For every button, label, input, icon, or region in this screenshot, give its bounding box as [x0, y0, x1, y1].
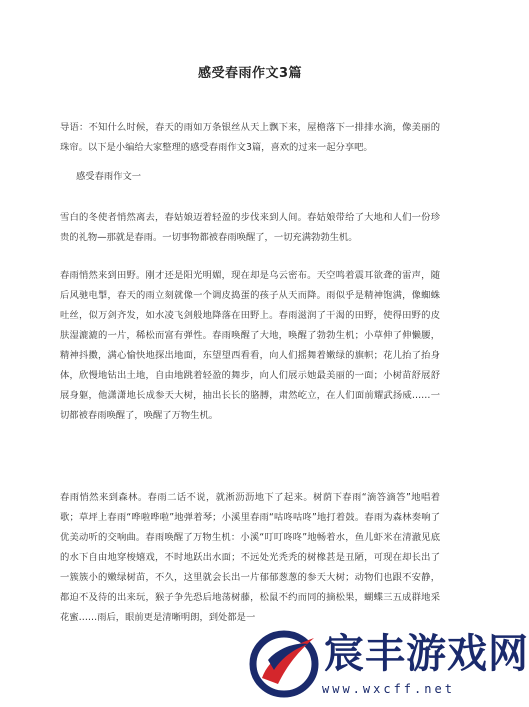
body-paragraph-2: 春雨悄然来到田野。刚才还是阳光明媚，现在却是乌云密布。天空鸣着震耳欲聋的雷声，随后风驰电掣，春天的雨立刻就像一个调皮捣蛋的孩子从天而降。雨似乎是精神饱满，像蜘蛛吐丝，似万剑齐发，如水凌飞剑般地降落在田野上。春雨滋润了干渴的田野，使得田野的皮肤湿漉漉的一片，稀松而富有弹性。春雨唤醒了大地，唤醒了勃勃生机；小草伸了伸懒腰，精神抖擞，满心愉快地探出地面，东望望西看看，向人们摇舞着嫩绿的旗帜；花儿抬了抬身体，欣慢地钻出土地，自由地跳着轻盈的舞步，向人们展示她最美丽的一面；小树苗舒展舒展身躯，他潇潇地长成参天大树，抽出长长的胳膊，肃然屹立，在人们面前耀武扬威……一切都被春雨唤醒了，唤醒了万物生机。: [60, 270, 440, 421]
watermark-emblem-icon: [248, 620, 324, 707]
body-paragraph-1: 雪白的冬使者悄然离去，春姑娘迈着轻盈的步伐来到人间。春姑娘带给了大地和人们一份珍贵的礼物—那就是春雨。一切事物都被春雨唤醒了，一切充满勃勃生机。: [60, 212, 440, 243]
body-paragraph-3: 春雨悄然来到森林。春雨二话不说，就淅沥沥地下了起来。树荫下春雨“滴答滴答”地唱着歌；草坪上春雨“哗啦哗啦”地弹着琴；小溪里春雨“咕咚咕咚”地打着鼓。春雨为森林奏响了优美动听的交响曲。春雨唤醒了万物生机：小溪“叮叮咚咚”地畅着水，鱼儿虾米在清澈见底的水下自由地穿梭嬉戏，不时地跃出水面；不远处光秃秃的树橡甚是丑陋，可现在却长出了一簇簇小的嫩绿树苗，不久，这里就会长出一片郁郁葱葱的参天大树；动物们也跟不安静，都迫不及待的出来玩，猴子争先恐后地荡树藤，松鼠不约而同的摘松果，蝴蝶三五成群地采花蜜……雨后，眼前更是清晰明朗，到处都是一: [60, 492, 440, 623]
site-watermark: [248, 620, 529, 707]
section-heading: 感受春雨作文一: [76, 171, 142, 182]
intro-paragraph: 导语：不知什么时候，春天的雨如万条银丝从天上飘下来，屋檐落下一排排水滴，像美丽的珠帘。以下是小编给大家整理的感受春雨作文3篇，喜欢的过来一起分享吧。: [60, 122, 440, 153]
watermark-url: www.wxcff.net: [322, 682, 455, 696]
document-title: 感受春雨作文3篇: [197, 66, 303, 81]
watermark-name: 宸丰游戏网: [324, 631, 529, 677]
